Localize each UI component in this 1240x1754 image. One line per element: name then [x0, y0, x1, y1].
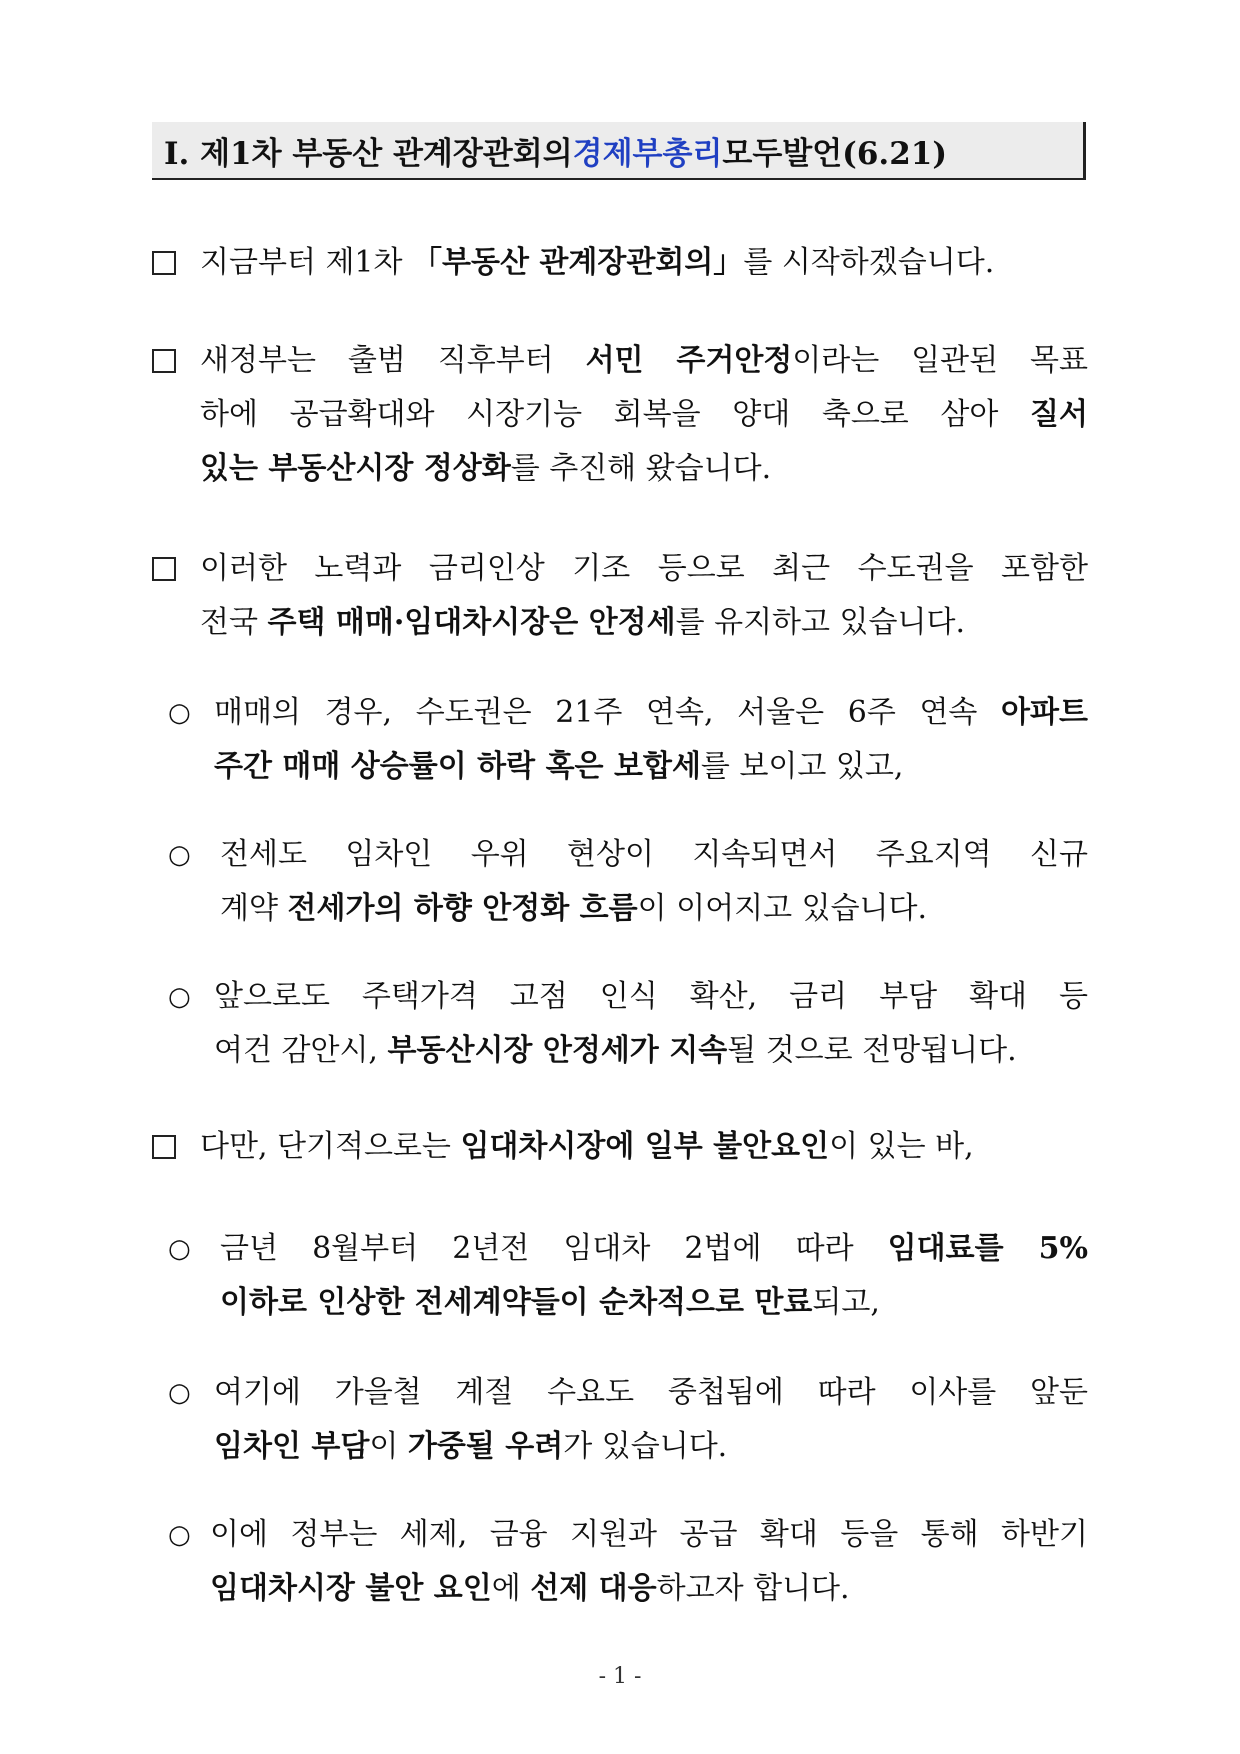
paragraph-line: [214, 1024, 1088, 1078]
bullet-marker: ○: [168, 1234, 191, 1264]
text-run: 이에 정부는 세제, 금융 지원과 공급 확대 등을 통해 하반기: [210, 1517, 1088, 1552]
text-run: 를 추진해 왔습니다.: [510, 451, 772, 486]
paragraph-line: [200, 442, 1088, 496]
bold-text-run: 임대료를 5%: [887, 1231, 1088, 1266]
bold-text-run: 임대차시장 불안 요인: [210, 1571, 492, 1606]
section-title-prefix: Ⅰ. 제1차 부동산 관계장관회의: [164, 135, 573, 172]
sub-paragraph: [214, 686, 1088, 794]
text-run: 를 유지하고 있습니다.: [675, 605, 966, 640]
main-paragraph: [200, 236, 1088, 290]
bold-text-run: 가중될 우려: [407, 1429, 564, 1464]
paragraph-line: [200, 542, 1088, 596]
text-run: 전세도 임차인 우위 현상이 지속되면서 주요지역 신규: [220, 837, 1088, 872]
text-run: 되고,: [812, 1285, 880, 1320]
paragraph-line: [214, 970, 1088, 1024]
sub-paragraph: [214, 1366, 1088, 1474]
text-run: 앞으로도 주택가격 고점 인식 확산, 금리 부담 확대 등: [214, 979, 1088, 1014]
text-run: 이러한 노력과 금리인상 기조 등으로 최근 수도권을 포함한: [200, 551, 1088, 586]
bold-text-run: 주택 매매·임대차시장은 안정세: [267, 605, 676, 640]
text-run: 에: [491, 1571, 531, 1606]
bold-text-run: 부동산시장 안정세가 지속: [387, 1033, 728, 1068]
bold-text-run: 선제 대응: [530, 1571, 657, 1606]
bold-text-run: 임차인 부담: [214, 1429, 370, 1464]
bold-text-run: 전세가의 하향 안정화 흐름: [287, 891, 638, 926]
text-run: 계약: [220, 891, 288, 926]
paragraph-line: [200, 334, 1088, 388]
text-run: 매매의 경우, 수도권은 21주 연속, 서울은 6주 연속: [214, 695, 1002, 730]
paragraph-line: [214, 1366, 1088, 1420]
paragraph-line: [210, 1562, 1088, 1616]
bold-text-run: 서민 주거안정: [585, 343, 793, 378]
section-title-highlight: 경제부총리: [572, 135, 723, 172]
paragraph-line: [220, 828, 1088, 882]
text-run: 금년 8월부터 2년전 임대차 2법에 따라: [220, 1231, 888, 1266]
paragraph-line: [214, 686, 1088, 740]
page-number: - 1 -: [598, 1664, 642, 1689]
bold-text-run: 질서: [1030, 397, 1088, 432]
text-run: 하에 공급확대와 시장기능 회복을 양대 축으로 삼아: [200, 397, 1031, 432]
bold-text-run: 아파트: [1001, 695, 1088, 730]
bullet-marker: ○: [168, 1520, 191, 1550]
bold-text-run: 이하로 인상한 전세계약들이 순차적으로 만료: [220, 1285, 813, 1320]
bullet-marker: ○: [168, 698, 191, 728]
section-title-suffix: 모두발언(6.21): [722, 135, 948, 172]
text-run: 하고자 합니다.: [656, 1571, 850, 1606]
paragraph-line: [210, 1508, 1088, 1562]
text-run: 를 시작하겠습니다.: [743, 245, 995, 280]
sub-paragraph: [210, 1508, 1088, 1616]
bold-text-run: 있는 부동산시장 정상화: [200, 451, 511, 486]
paragraph-line: [220, 882, 1088, 936]
text-run: 다만, 단기적으로는: [200, 1129, 461, 1164]
paragraph-line: [200, 1120, 1088, 1174]
text-run: 이: [369, 1429, 408, 1464]
checkbox-marker: [152, 557, 176, 581]
paragraph-line: [200, 388, 1088, 442]
sub-paragraph: [220, 1222, 1088, 1330]
bold-text-run: 주간 매매 상승률이 하락 혹은 보합세: [214, 749, 701, 784]
bold-text-run: 「부동산 관계장관회의」: [412, 245, 744, 280]
paragraph-line: [220, 1222, 1088, 1276]
sub-paragraph: [220, 828, 1088, 936]
text-run: 를 보이고 있고,: [700, 749, 904, 784]
paragraph-line: [214, 1420, 1088, 1474]
text-run: 이 있는 바,: [829, 1129, 974, 1164]
bullet-marker: ○: [168, 982, 191, 1012]
text-run: 이라는 일관된 목표: [792, 343, 1088, 378]
text-run: 여건 감안시,: [214, 1033, 388, 1068]
main-paragraph: [200, 1120, 1088, 1174]
checkbox-marker: [152, 251, 176, 275]
paragraph-line: [200, 236, 1088, 290]
text-run: 될 것으로 전망됩니다.: [727, 1033, 1017, 1068]
text-run: 새정부는 출범 직후부터: [200, 343, 586, 378]
bullet-marker: ○: [168, 1378, 191, 1408]
bullet-marker: ○: [168, 840, 191, 870]
sub-paragraph: [214, 970, 1088, 1078]
main-paragraph: [200, 542, 1088, 650]
checkbox-marker: [152, 349, 176, 373]
paragraph-line: [220, 1276, 1088, 1330]
paragraph-line: [214, 740, 1088, 794]
text-run: 이 이어지고 있습니다.: [637, 891, 928, 926]
text-run: 가 있습니다.: [563, 1429, 728, 1464]
main-paragraph: [200, 334, 1088, 496]
paragraph-line: [200, 596, 1088, 650]
bold-text-run: 임대차시장에 일부 불안요인: [460, 1129, 830, 1164]
text-run: 지금부터 제1차: [200, 245, 413, 280]
section-title: [152, 122, 1086, 180]
text-run: 여기에 가을철 계절 수요도 중첩됨에 따라 이사를 앞둔: [214, 1375, 1088, 1410]
text-run: 전국: [200, 605, 268, 640]
checkbox-marker: [152, 1135, 176, 1159]
